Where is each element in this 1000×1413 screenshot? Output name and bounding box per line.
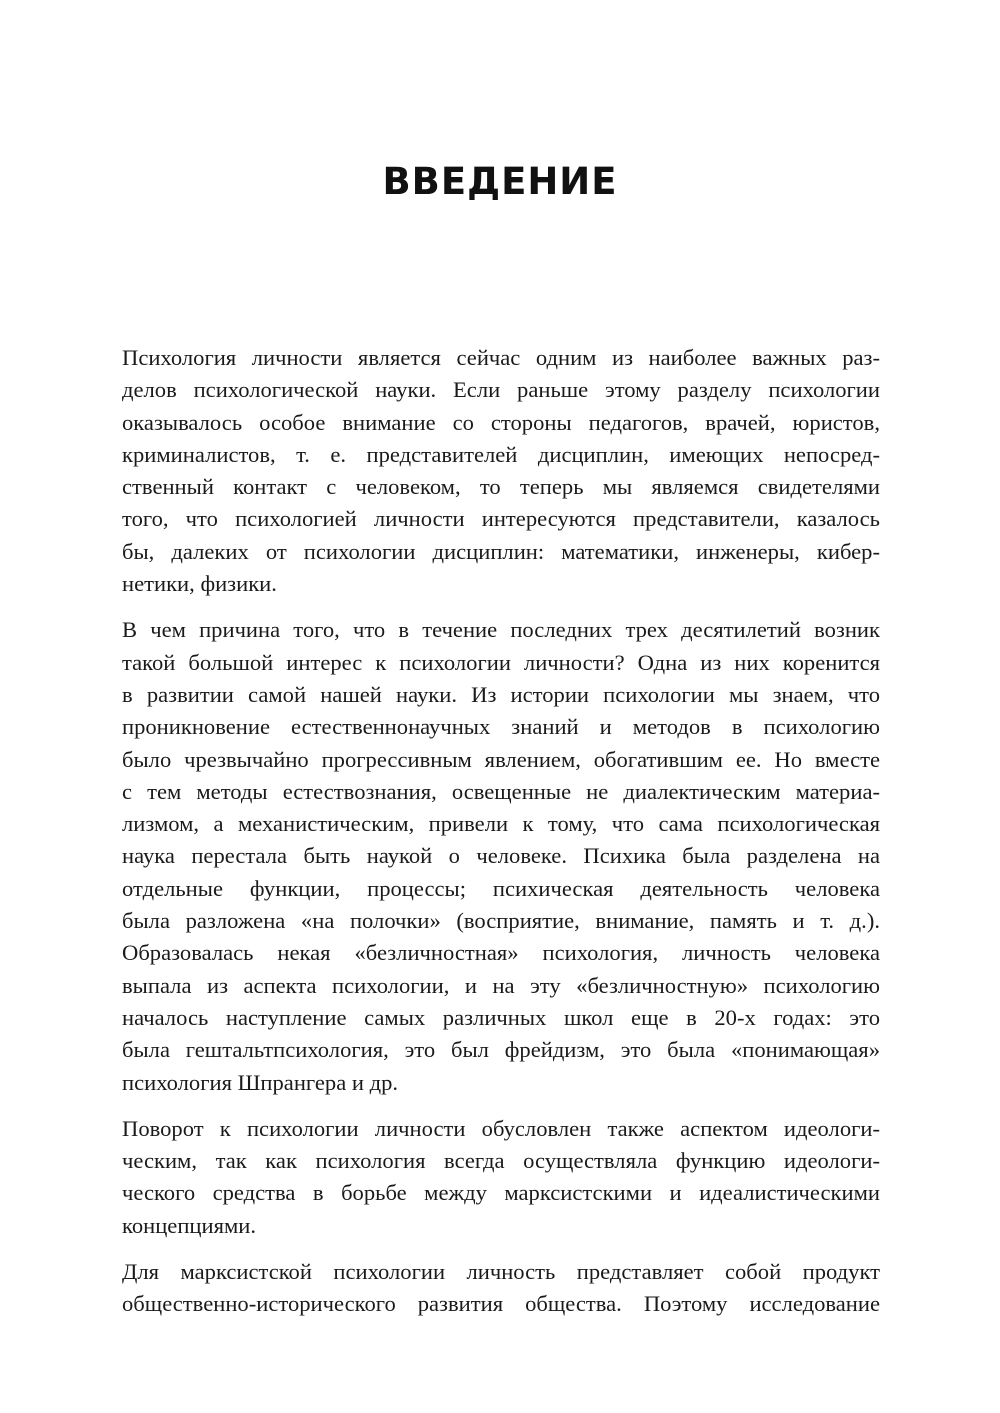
text-line: отдельные функции, процессы; психическая деятельность человека — [122, 875, 880, 901]
paragraph-1 — [122, 342, 880, 600]
paragraph-2 — [122, 614, 880, 1098]
text-line: наука перестала быть наукой о человеке. Психика была разделена на — [122, 843, 880, 869]
chapter-title: ВВЕДЕНИЕ — [382, 160, 618, 203]
text-line: лизмом, а механистическим, привели к тому, что сама психологическая — [122, 811, 880, 837]
text-line: общественно-исторического развития общества. Поэтому исследование — [122, 1291, 880, 1317]
text-line: В чем причина того, что в течение последних трех десятилетий возник — [122, 617, 880, 643]
text-line: Поворот к психологии личности обусловлен также аспектом идеологи- — [122, 1115, 880, 1141]
text-line: ственный контакт с человеком, то теперь мы являемся свидетелями — [122, 474, 880, 500]
text-line: делов психологической науки. Если раньше этому разделу психологии — [122, 377, 880, 403]
text-line: концепциями. — [122, 1212, 257, 1238]
body-text — [122, 342, 880, 1335]
text-line: такой большой интерес к психологии личности? Одна из них коренится — [122, 649, 880, 675]
paragraph-4 — [122, 1256, 880, 1321]
paragraph-3 — [122, 1113, 880, 1242]
text-line: выпала из аспекта психологии, и на эту «безличностную» психологию — [122, 972, 880, 998]
text-line: началось наступление самых различных школ еще в 20-х годах: это — [122, 1004, 880, 1030]
text-line: с тем методы естествознания, освещенные не диалектическим материа- — [122, 778, 880, 804]
text-line: проникновение естественнонаучных знаний и методов в психологию — [122, 714, 880, 740]
text-line: оказывалось особое внимание со стороны педагогов, врачей, юристов, — [122, 409, 880, 435]
text-line: было чрезвычайно прогрессивным явлением, обогатившим ее. Но вместе — [122, 746, 880, 772]
text-line: психология Шпрангера и др. — [122, 1069, 399, 1095]
text-line: бы, далеких от психологии дисциплин: математики, инженеры, кибер- — [122, 538, 880, 564]
text-line: Психология личности является сейчас одним из наиболее важных раз- — [122, 345, 880, 370]
text-line: была гештальтпсихология, это был фрейдизм, это была «понимающая» — [122, 1037, 880, 1063]
text-line: нетики, физики. — [122, 571, 277, 597]
text-line: ческого средства в борьбе между марксистскими и идеалистическими — [122, 1180, 880, 1206]
text-line: криминалистов, т. е. представителей дисциплин, имеющих непосред- — [122, 441, 880, 467]
text-line: в развитии самой нашей науки. Из истории психологии мы знаем, что — [122, 681, 880, 707]
text-line: ческим, так как психология всегда осуществляла функцию идеологи- — [122, 1148, 880, 1174]
text-line: была разложена «на полочки» (восприятие, внимание, память и т. д.). — [122, 908, 880, 934]
text-line: Для марксистской психологии личность представляет собой продукт — [122, 1259, 880, 1285]
text-line: того, что психологией личности интересуются представители, казалось — [122, 506, 880, 532]
text-line: Образовалась некая «безличностная» психология, личность человека — [122, 940, 880, 966]
